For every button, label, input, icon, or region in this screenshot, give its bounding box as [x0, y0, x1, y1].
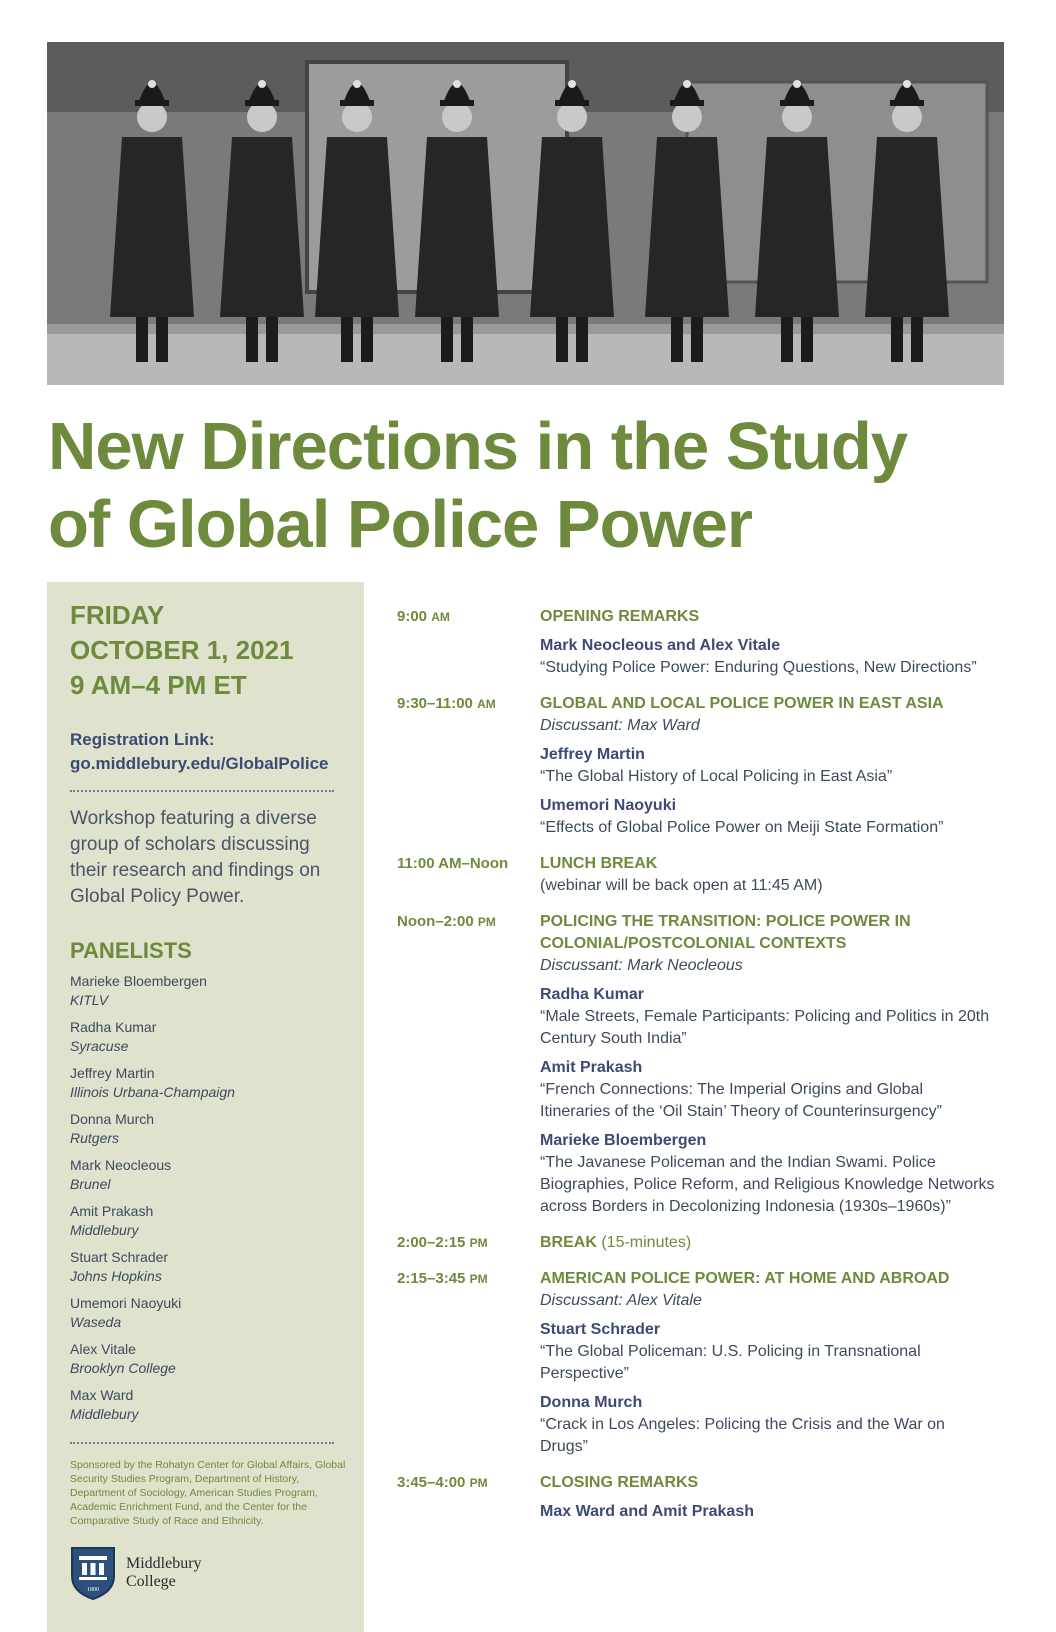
talk-title: “Male Streets, Female Participants: Policing and Politics in 20th Century South India” [540, 1008, 990, 1047]
session-title [540, 1472, 997, 1494]
talk-speaker: Jeffrey Martin [540, 746, 645, 763]
panelist-name: Radha Kumar [70, 1019, 157, 1035]
panelist-item [70, 1110, 346, 1148]
slot-time [397, 606, 540, 679]
slot-time [397, 911, 540, 1218]
college-logo [70, 1546, 346, 1600]
event-day: FRIDAY [70, 600, 165, 630]
talk-speaker: Umemori Naoyuki [540, 797, 677, 814]
talk-title: “The Global History of Local Policing in East Asia” [540, 768, 893, 785]
workshop-intro: Workshop featuring a diverse group of scholars discussing their research and findings on Global Policy Power. [70, 808, 321, 907]
session-title [540, 1232, 997, 1254]
schedule-slot [397, 1232, 997, 1254]
dotted-divider [70, 790, 334, 792]
slot-content [540, 1472, 997, 1523]
panelist-name: Mark Neocleous [70, 1157, 172, 1173]
slot-time [397, 1268, 540, 1458]
talk-title: “The Javanese Policeman and the Indian Swami. Police Biographies, Police Reform, and Religious Knowledge Networks across Borders in Decolonizing Indonesia (1930s–1960s)” [540, 1154, 995, 1215]
panelist-name: Stuart Schrader [70, 1249, 169, 1265]
shield-icon [70, 1546, 116, 1600]
session-title-text: OPENING REMARKS [540, 608, 700, 625]
panelist-item [70, 1248, 346, 1286]
header-photo [47, 42, 1004, 385]
session-title [540, 911, 997, 955]
talk-item [540, 1319, 997, 1385]
slot-time [397, 693, 540, 839]
slot-time [397, 1472, 540, 1523]
talk-speaker: Max Ward and Amit Prakash [540, 1503, 754, 1520]
dotted-divider [70, 1442, 334, 1444]
slot-content [540, 1232, 997, 1254]
panelist-item [70, 1018, 346, 1056]
session-title [540, 606, 997, 628]
panelist-affiliation: KITLV [70, 992, 109, 1008]
talk-item [540, 1057, 997, 1123]
panelist-name: Amit Prakash [70, 1203, 154, 1219]
slot-content [540, 606, 997, 679]
panelist-item [70, 1294, 346, 1332]
slot-content [540, 693, 997, 839]
logo-year: 1800 [87, 1587, 99, 1593]
panelist-name: Donna Murch [70, 1111, 155, 1127]
slot-time-range: 2:15–3:45 [397, 1270, 466, 1287]
talk-speaker: Amit Prakash [540, 1059, 643, 1076]
talk-item [540, 1501, 997, 1523]
schedule-slot [397, 911, 997, 1218]
session-title-text: POLICING THE TRANSITION: POLICE POWER IN COLONIAL/POSTCOLONIAL CONTEXTS [540, 913, 911, 952]
panelist-item [70, 1156, 346, 1194]
talk-title: “The Global Policeman: U.S. Policing in Transnational Perspective” [540, 1343, 921, 1382]
panelist-affiliation: Middlebury [70, 1222, 139, 1238]
session-discussant: Discussant: Mark Neocleous [540, 957, 743, 974]
session-title-text: LUNCH BREAK [540, 855, 658, 872]
talk-title: “Effects of Global Police Power on Meiji State Formation” [540, 819, 944, 836]
panelist-item [70, 1064, 346, 1102]
session-title-text: GLOBAL AND LOCAL POLICE POWER IN EAST ASIA [540, 695, 944, 712]
talk-item [540, 984, 997, 1050]
talk-item [540, 744, 997, 788]
event-time: 9 AM–4 PM ET [70, 670, 247, 700]
talk-speaker: Stuart Schrader [540, 1321, 661, 1338]
session-title [540, 1268, 997, 1290]
slot-time-suffix: AM [431, 610, 450, 624]
slot-content [540, 1268, 997, 1458]
registration-label: Registration Link: [70, 730, 215, 749]
talk-item [540, 795, 997, 839]
session-discussant: Discussant: Max Ward [540, 717, 700, 734]
talk-title: “Studying Police Power: Enduring Questions, New Directions” [540, 659, 977, 676]
registration [70, 728, 346, 776]
sidebar [47, 582, 364, 1632]
slot-time-suffix: PM [477, 915, 496, 929]
schedule-slot [397, 693, 997, 839]
talk-speaker: Radha Kumar [540, 986, 645, 1003]
schedule-slot [397, 606, 997, 679]
panelist-affiliation: Brunel [70, 1176, 111, 1192]
panelist-name: Jeffrey Martin [70, 1065, 155, 1081]
panelist-list [70, 972, 346, 1424]
panelist-affiliation: Waseda [70, 1314, 122, 1330]
panelist-item [70, 1340, 346, 1378]
slot-time-suffix: AM [477, 697, 496, 711]
slot-content [540, 911, 997, 1218]
session-title-text: AMERICAN POLICE POWER: AT HOME AND ABROAD [540, 1270, 950, 1287]
slot-time-range: 2:00–2:15 [397, 1234, 466, 1251]
talk-item [540, 1392, 997, 1458]
slot-time-suffix: PM [469, 1272, 488, 1286]
talk-item [540, 635, 997, 679]
slot-time-range: 3:45–4:00 [397, 1474, 466, 1491]
session-note: (webinar will be back open at 11:45 AM) [540, 877, 823, 894]
panelist-name: Marieke Bloembergen [70, 973, 207, 989]
police-officers-illustration [47, 42, 1004, 385]
schedule-slot [397, 853, 997, 897]
session-title [540, 853, 997, 875]
session-discussant: Discussant: Alex Vitale [540, 1292, 702, 1309]
panelist-affiliation: Illinois Urbana-Champaign [70, 1084, 235, 1100]
slot-content [540, 853, 997, 897]
logo-text: Middlebury College [126, 1555, 202, 1590]
panelist-name: Umemori Naoyuki [70, 1295, 182, 1311]
schedule [397, 606, 997, 1537]
panelist-name: Max Ward [70, 1387, 134, 1403]
slot-time-range: 9:30–11:00 [397, 695, 473, 712]
talk-speaker: Donna Murch [540, 1394, 643, 1411]
panelist-item [70, 1386, 346, 1424]
sponsor-text: Sponsored by the Rohatyn Center for Global Affairs, Global Security Studies Program, Department of History, Department of Sociology, American Studies Program, Academic Enrichment Fund, and the Center for the Comparative Study of Race and Ethnicity. [70, 1459, 346, 1527]
talk-title: “Crack in Los Angeles: Policing the Crisis and the War on Drugs” [540, 1416, 945, 1455]
registration-link[interactable]: go.middlebury.edu/GlobalPolice [70, 754, 329, 773]
slot-time-suffix: PM [469, 1236, 488, 1250]
schedule-slot [397, 1268, 997, 1458]
session-title-text: BREAK [540, 1234, 597, 1251]
panelist-affiliation: Brooklyn College [70, 1360, 176, 1376]
talk-speaker: Mark Neocleous and Alex Vitale [540, 637, 781, 654]
talk-item [540, 1130, 997, 1218]
slot-time-range: Noon–2:00 [397, 913, 474, 930]
panelist-affiliation: Johns Hopkins [70, 1268, 162, 1284]
panelist-affiliation: Middlebury [70, 1406, 139, 1422]
panelist-item [70, 972, 346, 1010]
session-title-suffix: (15-minutes) [596, 1234, 692, 1251]
session-title [540, 693, 997, 715]
page-title: New Directions in the Study of Global Police Power [48, 409, 908, 562]
event-date: OCTOBER 1, 2021 [70, 635, 294, 665]
slot-time-suffix: PM [469, 1476, 488, 1490]
talk-speaker: Marieke Bloembergen [540, 1132, 707, 1149]
talk-title: “French Connections: The Imperial Origins and Global Itineraries of the ‘Oil Stain’ Theory of Counterinsurgency” [540, 1081, 942, 1120]
panelists-heading: PANELISTS [70, 938, 192, 963]
schedule-slot [397, 1472, 997, 1523]
panelist-affiliation: Rutgers [70, 1130, 120, 1146]
panelist-name: Alex Vitale [70, 1341, 136, 1357]
slot-time-range: 9:00 [397, 608, 428, 625]
panelist-affiliation: Syracuse [70, 1038, 129, 1054]
panelist-item [70, 1202, 346, 1240]
slot-time [397, 853, 540, 897]
slot-time-range: 11:00 AM–Noon [397, 855, 509, 872]
session-title-text: CLOSING REMARKS [540, 1474, 699, 1491]
slot-time [397, 1232, 540, 1254]
